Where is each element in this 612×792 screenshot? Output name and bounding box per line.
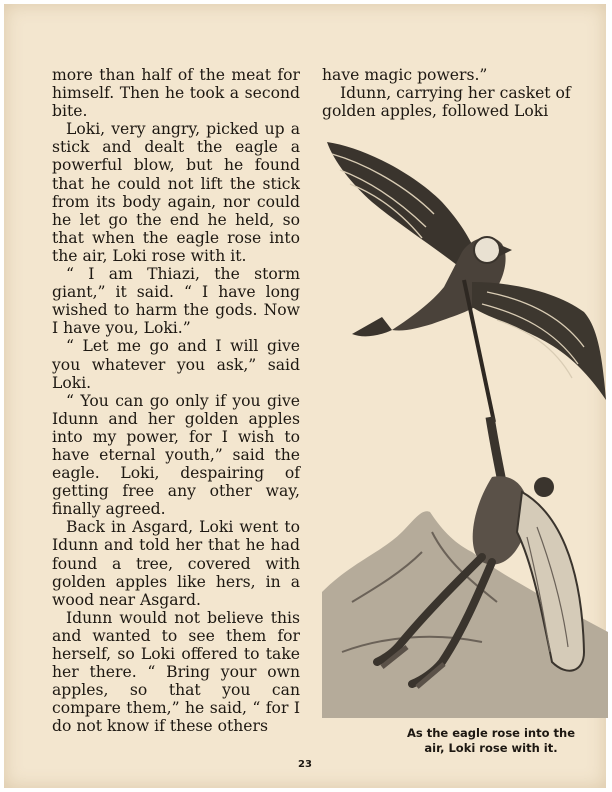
page-number: 23 — [298, 759, 312, 770]
paragraph: “ I am Thiazi, the storm giant,” it said. “ I have long wished to harm the gods. Now I have you, Loki.” — [52, 265, 300, 338]
paragraph: Loki, very angry, picked up a stick and dealt the eagle a powerful blow, but he found that he could not lift the stick from its body again, nor could he let go the end he held, so that when the eagle rose into the air, Loki rose with it. — [52, 120, 300, 265]
right-text-column — [322, 66, 596, 120]
paragraph: Idunn would not believe this and wanted to see them for herself, so Loki offered to take her there. “ Bring your own apples, so that you can compare them,” he said, “ for I do not know if these others — [52, 608, 300, 736]
loki-arm — [490, 417, 502, 482]
book-page — [4, 4, 606, 788]
left-text-column — [52, 66, 300, 735]
eagle-head — [474, 237, 500, 263]
eagle-carrying-loki-illustration — [322, 132, 608, 718]
paragraph: Idunn, carrying her casket of golden apples, followed Loki — [322, 84, 571, 121]
paragraph: have magic powers.” — [322, 66, 488, 84]
paragraph: Back in Asgard, Loki went to Idunn and told her that he had found a tree, covered with golden apples like hers, in a wood near Asgard. — [52, 518, 300, 609]
paragraph: “ You can go only if you give Idunn and her golden apples into my power, for I wish to have eternal youth,” said the eagle. Loki, despairing of getting free any other way, finally agreed. — [52, 391, 300, 519]
eagle-left-wing — [327, 142, 480, 277]
paragraph: more than half of the meat for himself. Then he took a second bite. — [52, 66, 300, 121]
paragraph: “ Let me go and I will give you whatever you ask,” said Loki. — [52, 337, 300, 392]
illustration-caption: As the eagle rose into the air, Loki rose with it. — [406, 726, 575, 755]
